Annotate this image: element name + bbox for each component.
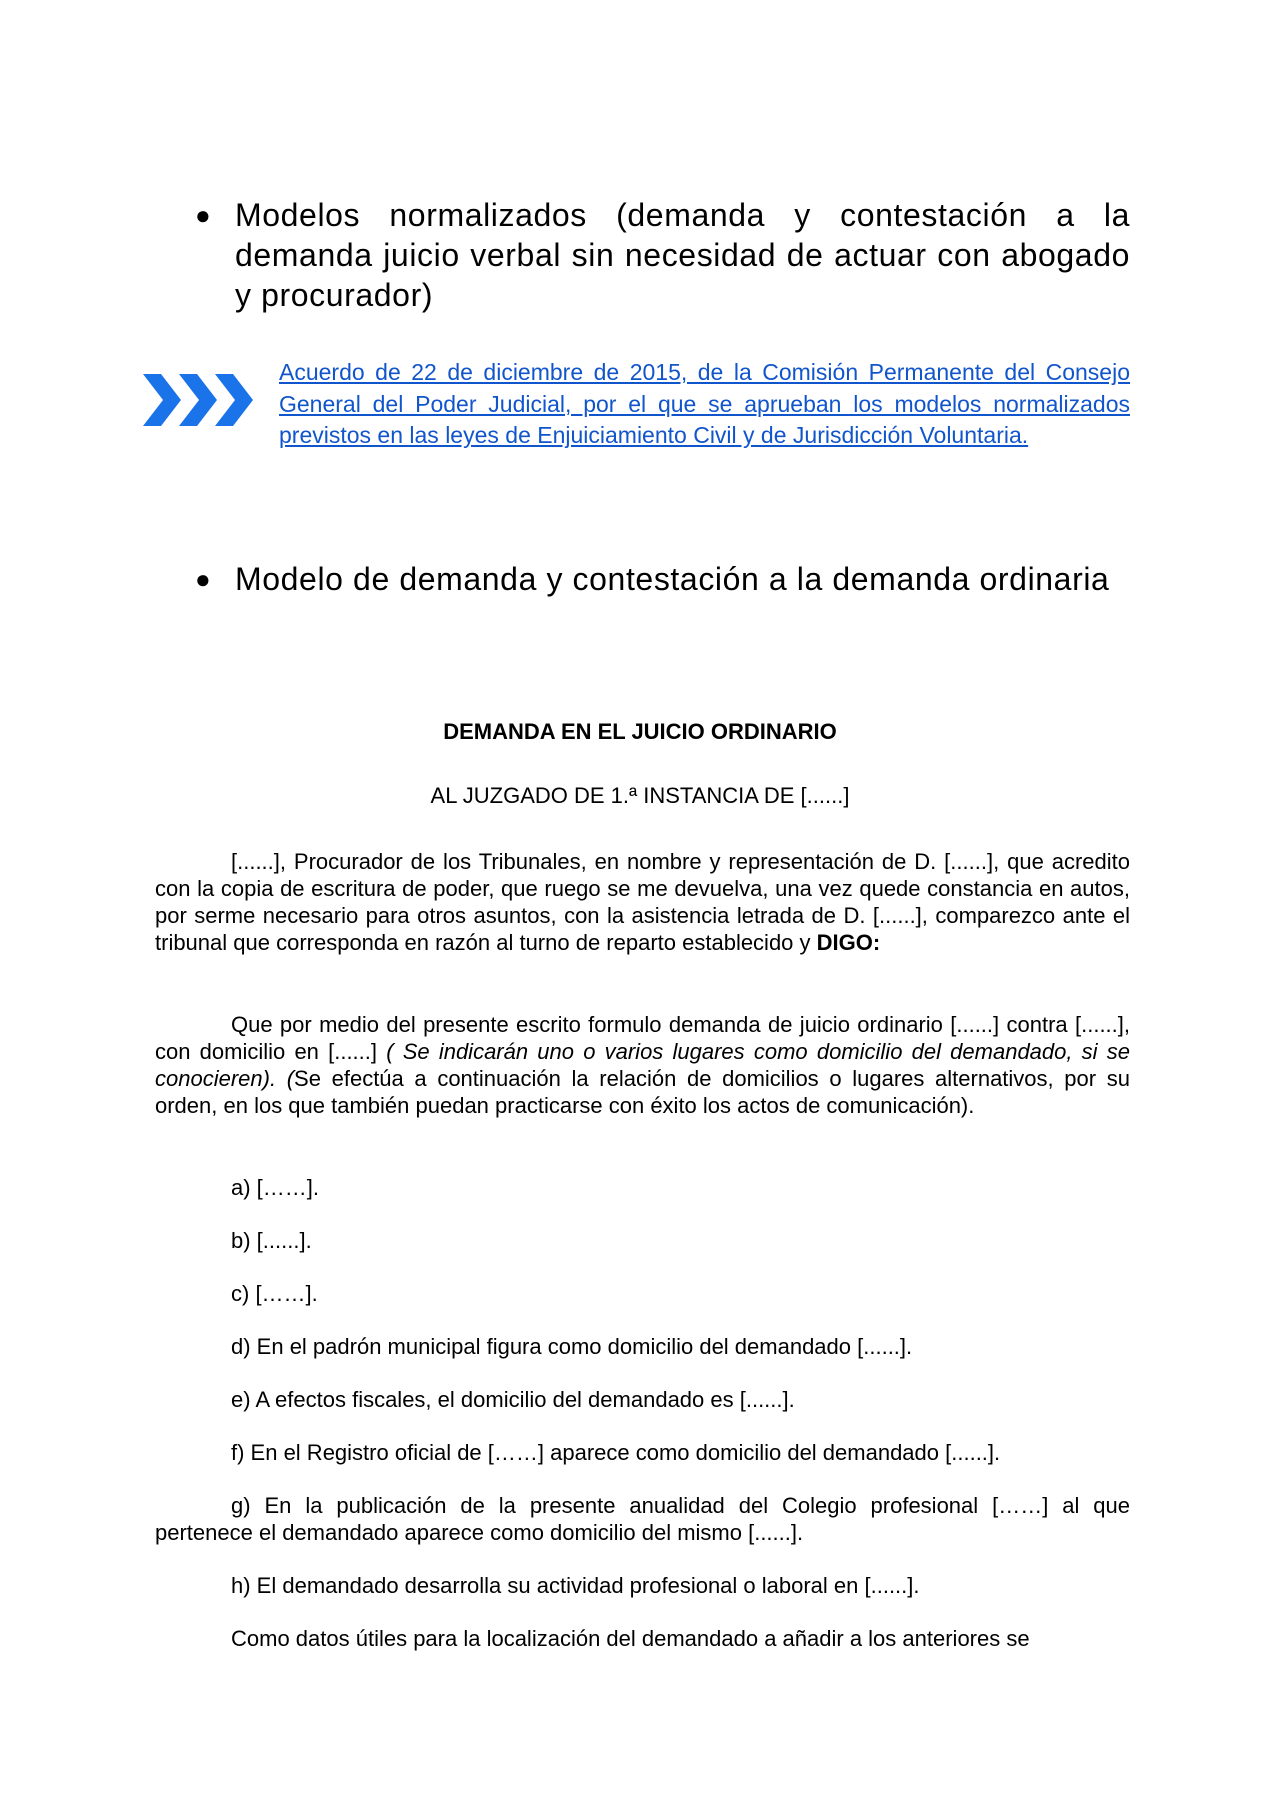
bullet-text: Modelo de demanda y contestación a la demanda ordinaria [235,561,1110,597]
document-title: DEMANDA EN EL JUICIO ORDINARIO [443,719,837,744]
list-item-e: e) A efectos fiscales, el domicilio del demandado es [......]. [231,1387,795,1412]
paragraph-demanda [155,1011,1130,1119]
paragraph-text-cont: Se efectúa a continuación la relación de domicilios o lugares alternativos, por su orden, en los que también puedan practicarse con éxito los actos de comunicación). [155,1066,1130,1118]
bullet-item-modelos-normalizados [195,195,1130,315]
bullet-marker: ● [195,564,212,594]
triple-chevron-right-icon [143,374,261,426]
paragraph-italic: ( Se indicarán uno o varios lugares como domicilio del demandado, si se conocieren). ( [155,1039,1131,1091]
list-item-f: f) En el Registro oficial de [……] aparece como domicilio del demandado [......]. [231,1440,1001,1465]
acuerdo-link[interactable]: Acuerdo de 22 de diciembre de 2015, de la Comisión Permanente del Consejo General del Poder Judicial, por el que se aprueban los modelos normalizados previstos en las leyes de Enjuiciamiento Civil y de Jurisdicción Voluntaria. [279,359,1130,448]
paragraph-procurador [155,848,1130,956]
paragraph-datos-utiles: Como datos útiles para la localización del demandado a añadir a los anteriores se [231,1626,1030,1651]
list-item-g: g) En la publicación de la presente anualidad del Colegio profesional [……] al que pertenece el demandado aparece como domicilio del mismo [......]. [155,1493,1130,1545]
paragraph-text: Que por medio del presente escrito formulo demanda de juicio ordinario [......] contra [......], con domicilio en [......] [155,1012,1130,1064]
list-item-c: c) [……]. [231,1281,318,1306]
list-item-b: b) [......]. [231,1228,312,1253]
list-item-a: a) [……]. [231,1175,320,1200]
bullet-marker: ● [195,200,212,230]
list-item-h: h) El demandado desarrolla su actividad profesional o laboral en [......]. [231,1573,920,1598]
bullet-item-modelo-demanda-ordinaria [195,559,1130,599]
bullet-text: Modelos normalizados (demanda y contestación a la demanda juicio verbal sin necesidad de actuar con abogado y procurador) [235,197,1130,313]
paragraph-text: [......], Procurador de los Tribunales, en nombre y representación de D. [......], que acredito con la copia de escritura de poder, que ruego se me devuelva, una vez quede constancia en autos, por serme necesario para otros asuntos, con la asistencia letrada de D. [......], comparezco ante el tribunal que corresponda en razón al turno de reparto establecido y [155,849,1130,955]
list-item-d: d) En el padrón municipal figura como domicilio del demandado [......]. [231,1334,913,1359]
document-subtitle: AL JUZGADO DE 1.ª INSTANCIA DE [......] [430,783,850,808]
digo-bold: DIGO: [816,930,881,955]
